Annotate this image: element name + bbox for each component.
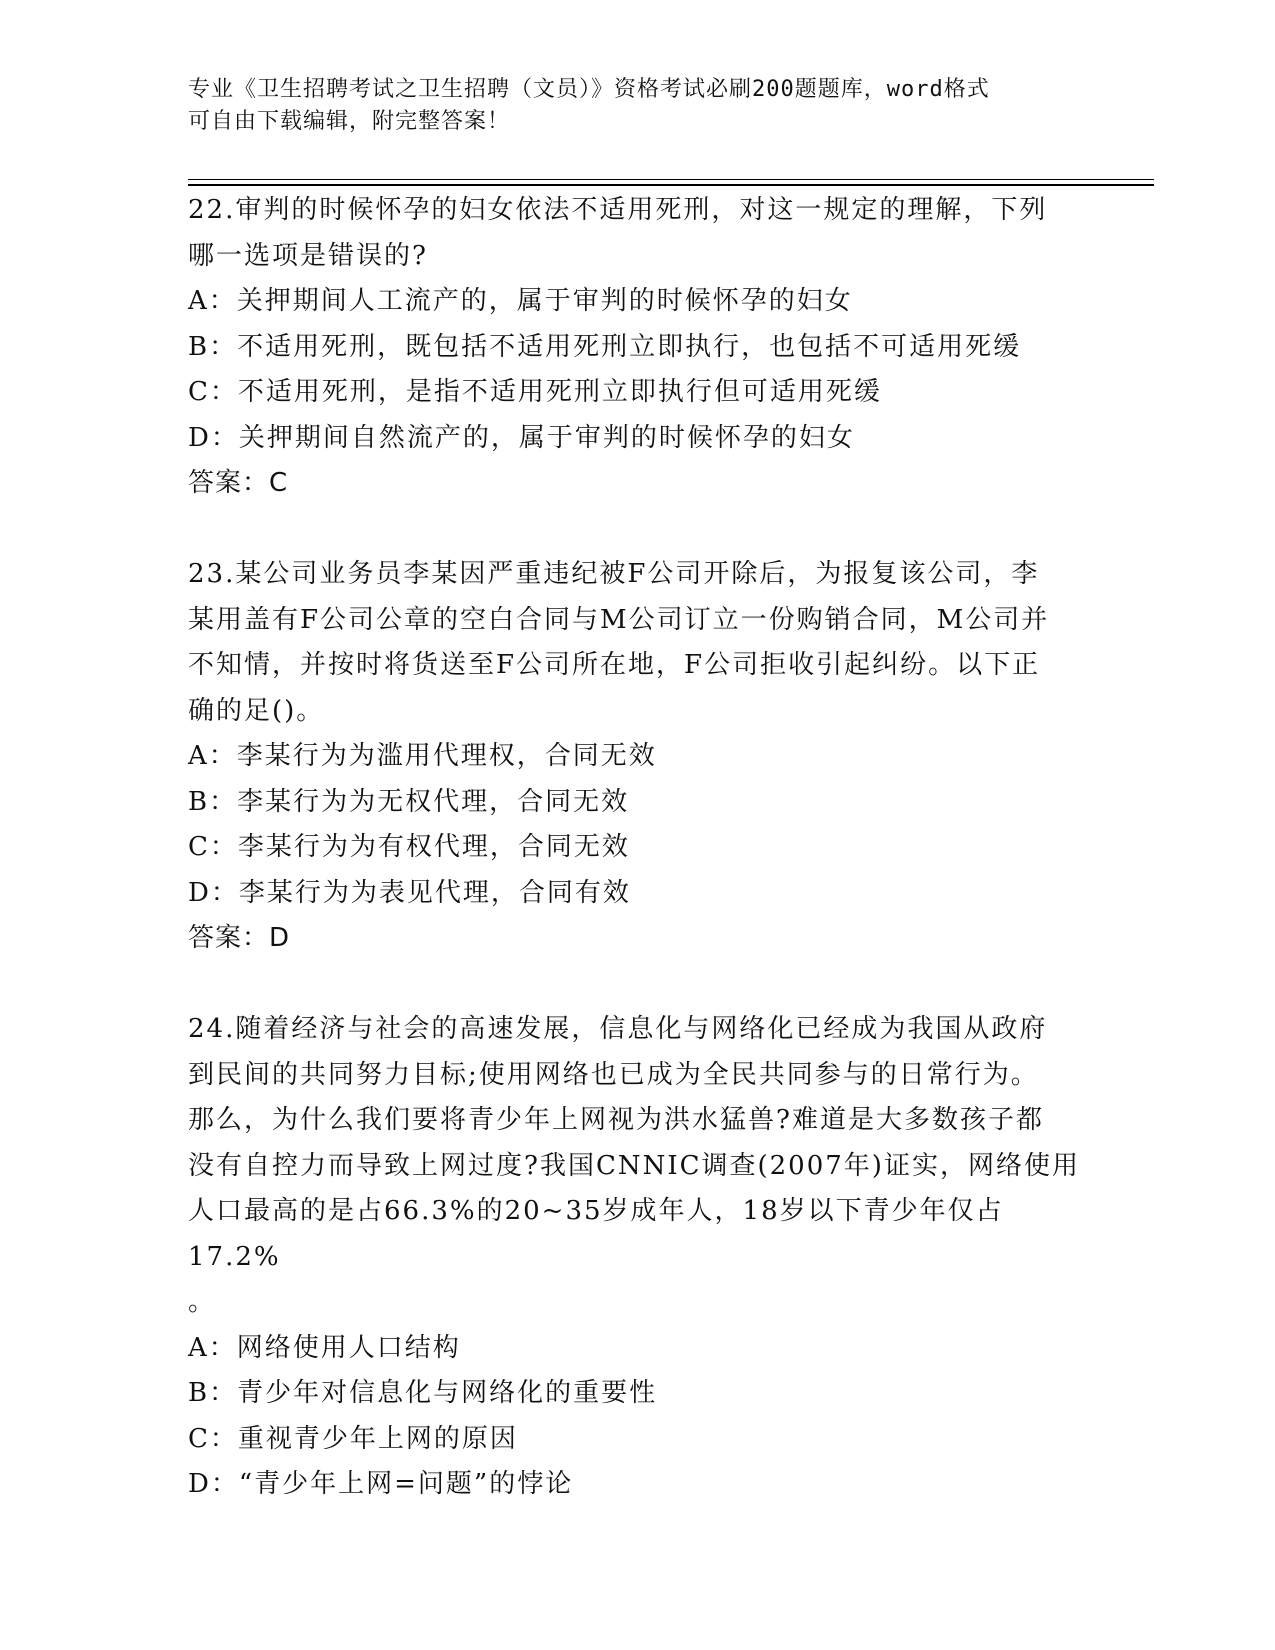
question-text-line: 确的足()。 — [188, 695, 325, 726]
answer-line: 答案：D — [188, 923, 291, 953]
option-c: C：李某行为为有权代理，合同无效 — [188, 832, 630, 862]
option-d: D：关押期间自然流产的，属于审判的时候怀孕的妇女 — [188, 422, 855, 453]
question-list — [188, 188, 1088, 1508]
question-text-line: 某用盖有F公司公章的空白合同与M公司订立一份购销合同，M公司并 — [188, 604, 1050, 635]
question-text-line: 不知情，并按时将货送至F公司所在地，F公司拒收引起纠纷。以下正 — [188, 650, 1041, 680]
option-c: C：不适用死刑，是指不适用死刑立即执行但可适用死缓 — [188, 377, 882, 407]
option-b: B：青少年对信息化与网络化的重要性 — [188, 1378, 658, 1408]
header-divider-thin — [188, 179, 1154, 180]
option-a: A：网络使用人口结构 — [188, 1332, 461, 1363]
question-text-line: 23.某公司业务员李某因严重违纪被F公司开除后，为报复该公司，李 — [188, 559, 1040, 589]
option-b: B：李某行为为无权代理，合同无效 — [188, 786, 630, 817]
question-text-line: 哪一选项是错误的? — [188, 240, 428, 271]
option-b: B：不适用死刑，既包括不适用死刑立即执行，也包括不可适用死缓 — [188, 331, 1022, 362]
document-header — [188, 74, 1088, 138]
question-text-line: 。 — [188, 1287, 217, 1317]
option-c: C：重视青少年上网的原因 — [188, 1423, 518, 1454]
option-d: D：李某行为为表见代理，合同有效 — [188, 877, 631, 908]
answer-line: 答案：C — [188, 468, 289, 498]
option-d: D：“青少年上网=问题”的悖论 — [188, 1469, 574, 1499]
option-a: A：李某行为为滥用代理权，合同无效 — [188, 741, 657, 771]
question-22 — [188, 188, 1088, 507]
question-text-line: 人口最高的是占66.3%的20~35岁成年人，18岁以下青少年仅占17.2% — [188, 1196, 1004, 1272]
question-24 — [188, 1007, 1088, 1508]
header-divider-thick — [188, 184, 1154, 186]
question-text-line: 那么，为什么我们要将青少年上网视为洪水猛兽?难道是大多数孩子都 — [188, 1105, 1044, 1135]
question-text-line: 没有自控力而导致上网过度?我国CNNIC调查(2007年)证实，网络使用 — [188, 1150, 1080, 1181]
question-23 — [188, 552, 1088, 962]
header-line-1: 专业《卫生招聘考试之卫生招聘（文员）》资格考试必刷200题题库，word格式 — [188, 77, 990, 102]
header-line-2: 可自由下载编辑，附完整答案！ — [188, 109, 511, 134]
question-text-line: 22.审判的时候怀孕的妇女依法不适用死刑，对这一规定的理解，下列 — [188, 195, 1048, 225]
question-text-line: 24.随着经济与社会的高速发展，信息化与网络化已经成为我国从政府 — [188, 1014, 1048, 1044]
option-a: A：关押期间人工流产的，属于审判的时候怀孕的妇女 — [188, 286, 853, 316]
question-text-line: 到民间的共同努力目标;使用网络也已成为全民共同参与的日常行为。 — [188, 1059, 1039, 1090]
